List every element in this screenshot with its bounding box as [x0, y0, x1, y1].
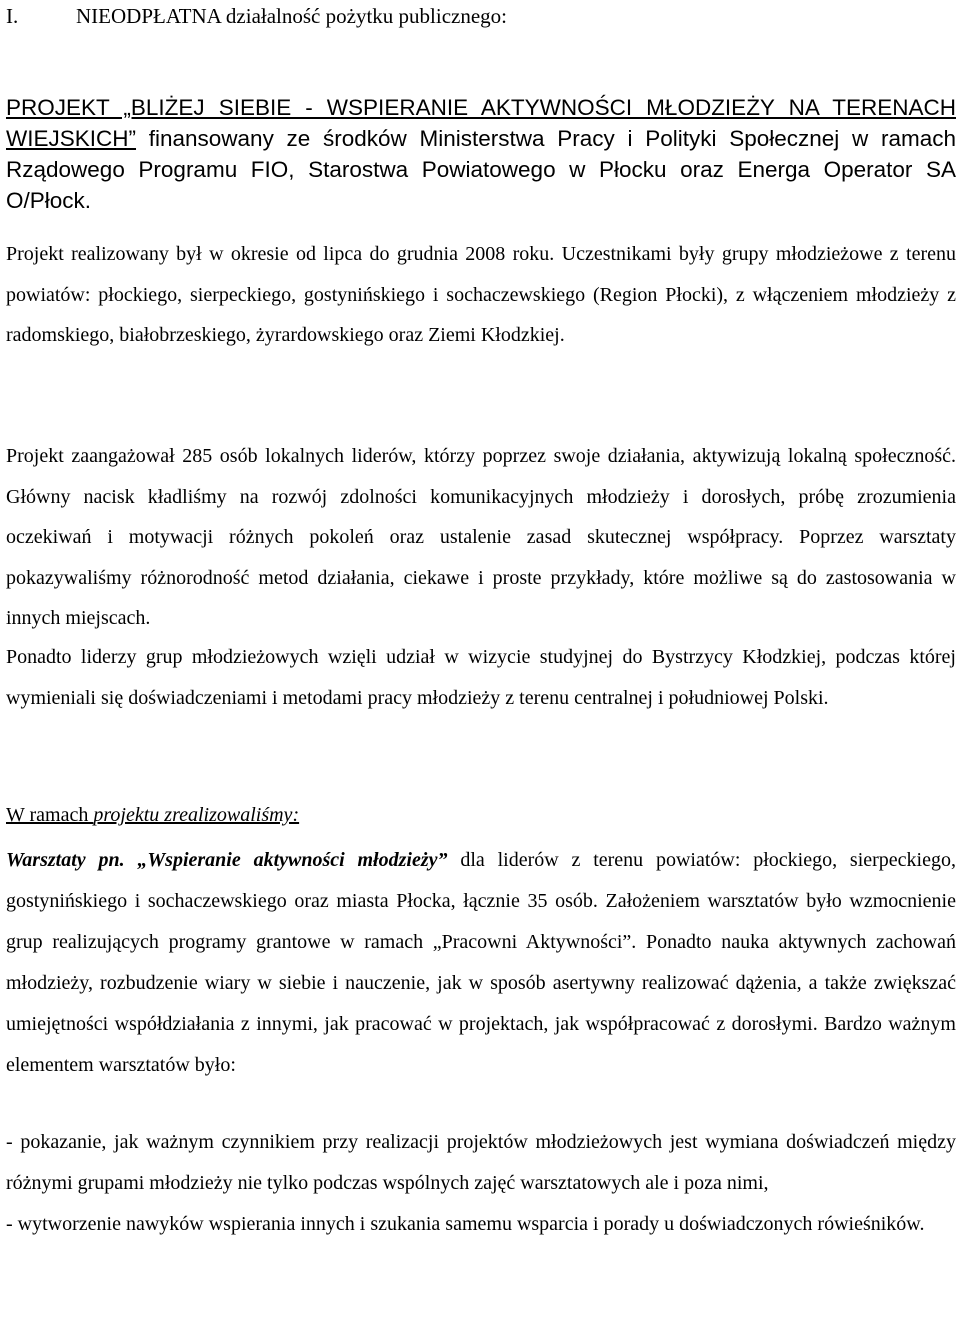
workshop-title: Warsztaty pn. „Wspieranie aktywności młodzieży”	[6, 849, 448, 871]
paragraph-project-period: Projekt realizowany był w okresie od lipca do grudnia 2008 roku. Uczestnikami były grupy młodzieżowe z terenu powiatów: płockiego, sierpeckiego, gostynińskiego i sochaczewskiego (Region Płocki), z włączeniem młodzieży z radomskiego, białobrzeskiego, żyrardowskiego oraz Ziemi Kłodzkiej.	[6, 243, 956, 346]
project-title	[6, 92, 956, 216]
list-item: - wytworzenie nawyków wspierania innych i szukania samemu wsparcia i porady u doświadczonych rówieśników.	[6, 1213, 925, 1235]
paragraph-project-engagement: Projekt zaangażował 285 osób lokalnych liderów, którzy poprzez swoje działania, aktywizują lokalną społeczność. Główny nacisk kładliśmy na rozwój zdolności komunikacyjnych młodzieży i dorosłych, próbę zrozumienia oczekiwań i motywacji różnych pokoleń oraz ustalenie zasad skutecznej współpracy. Poprzez warsztaty pokazywaliśmy różnorodność metod działania, ciekawe i proste przykłady, które możliwe są do zastosowania w innych miejscach.	[6, 445, 956, 629]
paragraph-study-visit: Ponadto liderzy grup młodzieżowych wzięli udział w wizycie studyjnej do Bystrzycy Kłodzkiej, podczas której wymieniali się doświadczeniami i metodami pracy młodzieży z terenu centralnej i południowej Polski.	[6, 646, 956, 709]
realized-prefix: W ramach	[6, 804, 94, 826]
workshop-text: dla liderów z terenu powiatów: płockiego, sierpeckiego, gostynińskiego i sochaczewskiego oraz miasta Płocka, łącznie 35 osób. Założeniem warsztatów było wzmocnienie grup realizujących programy grantowe w ramach „Pracowni Aktywności”. Ponadto nauka aktywnych zachowań młodzieży, rozbudzenie wiary w siebie i nauczenie, jak w sposób asertywny realizować dążenia, a także zwiększać umiejętności współdziałania z innymi, jak pracować w projektach, jak współpracować z dorosłymi. Bardzo ważnym elementem warsztatów było:	[6, 849, 956, 1076]
section-title: NIEODPŁATNA działalność pożytku publicznego:	[76, 4, 507, 28]
project-funding: finansowany ze środków Ministerstwa Pracy i Polityki Społecznej w ramach Rządowego Programu FIO, Starostwa Powiatowego w Płocku oraz Energa Operator SA O/Płock.	[6, 126, 956, 213]
section-heading	[6, 4, 507, 29]
paragraph-workshop	[6, 840, 956, 1086]
project-name: PROJEKT „BLIŻEJ SIEBIE - WSPIERANIE AKTYWNOŚCI MŁODZIEŻY NA TERENACH WIEJSKICH”	[6, 95, 956, 151]
list-item: - pokazanie, jak ważnym czynnikiem przy realizacji projektów młodzieżowych jest wymiana doświadczeń między różnymi grupami młodzieży nie tylko podczas wspólnych zajęć warsztatowych ale i poza nimi,	[6, 1131, 956, 1194]
section-number: I.	[6, 4, 19, 28]
realized-italic: projektu zrealizowaliśmy:	[93, 804, 300, 826]
realized-heading	[6, 804, 299, 827]
workshop-elements-list	[6, 1122, 956, 1245]
